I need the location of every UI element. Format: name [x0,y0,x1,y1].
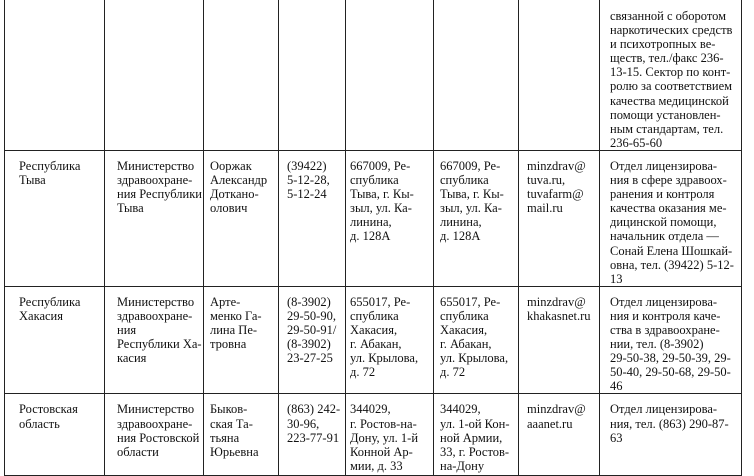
ministry-cell [105,0,204,150]
head-cell [204,0,279,150]
postal-address-cell: 344029, г. Ростов-на- Дону, ул. 1-й Конной Ар- мии, д. 33 [346,394,434,476]
table-row [5,394,742,476]
phones-cell [279,0,346,150]
legal-address-cell: 655017, Ре- спублика Хакасия, г. Абакан, ул. Крылова, д. 72 [434,286,519,394]
ministry-cell: Министерство здравоохране- ния Республики Ха- касия [105,286,204,394]
region-cell: Республика Тыва [5,150,105,286]
postal-address-cell: 655017, Ре- спублика Хакасия, г. Абакан, ул. Крылова, д. 72 [346,286,434,394]
phones-cell: (8-3902) 29-50-90, 29-50-91/ (8-3902) 23-27-25 [279,286,346,394]
department-cell: Отдел лицензирова- ния, тел. (863) 290-87- 63 [600,394,742,476]
region-cell: Республика Хакасия [5,286,105,394]
ministry-cell: Министерство здравоохране- ния Республики Тыва [105,150,204,286]
postal-address-cell [346,0,434,150]
email-cell: minzdrav@ tuva.ru, tuvafarm@ mail.ru [519,150,600,286]
head-cell: Арте- менко Га- лина Пе- тровна [204,286,279,394]
region-cell: Ростовская область [5,394,105,476]
phones-cell: (39422) 5-12-28, 5-12-24 [279,150,346,286]
department-cell: связанной с оборотом наркотических средств и психотропных ве- ществ, тел./факс 236- 13-15. Сектор по конт- ролю за соответствием качества медицинской помощи установлен- ным стандартам, тел. 236-65-60 [600,0,742,150]
table-row [5,0,742,150]
head-cell: Быков- ская Та- тьяна Юрьевна [204,394,279,476]
head-cell: Ооржак Александр Дотканo- олович [204,150,279,286]
department-cell: Отдел лицензирова- ния в сфере здравоох- ранения и контроля качества оказания ме- дицинской помощи, начальник отдела — Сонай Елена Шошкай- овна, тел. (39422) 5-12- 13 [600,150,742,286]
table-row [5,150,742,286]
email-cell: minzdrav@ aaanet.ru [519,394,600,476]
ministry-cell: Министерство здравоохране- ния Ростовской области [105,394,204,476]
licensing-table [4,0,742,476]
table-row [5,286,742,394]
phones-cell: (863) 242- 30-96, 223-77-91 [279,394,346,476]
legal-address-cell: 667009, Ре- спублика Тыва, г. Кы- зыл, ул. Ка- линина, д. 128А [434,150,519,286]
region-cell [5,0,105,150]
department-cell: Отдел лицензирова- ния и контроля каче- ства в здравоохране- нии, тел. (8-3902) 29-50-38, 29-50-39, 29- 50-40, 29-50-68, 29-50- 46 [600,286,742,394]
legal-address-cell [434,0,519,150]
email-cell: minzdrav@ khakasnet.ru [519,286,600,394]
legal-address-cell: 344029, ул. 1-ой Кон- ной Армии, 33, г. Ростов- на-Дону [434,394,519,476]
postal-address-cell: 667009, Ре- спублика Тыва, г. Кы- зыл, ул. Ка- линина, д. 128А [346,150,434,286]
email-cell [519,0,600,150]
